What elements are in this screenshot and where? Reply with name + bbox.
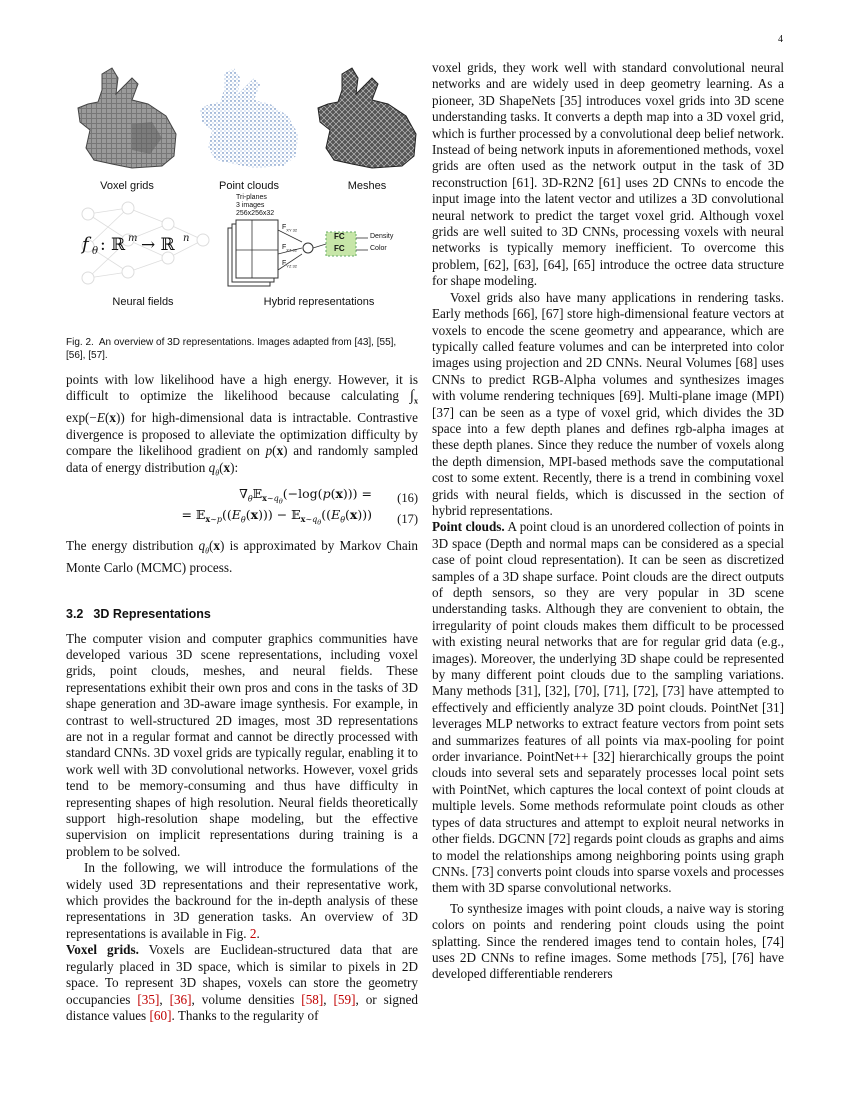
right-column xyxy=(432,60,784,983)
label-meshes: Meshes xyxy=(347,180,387,192)
fc2-label: FC xyxy=(334,244,345,253)
paragraph-voxel-grids: Voxel grids. Voxels are Euclidean-structured data that are regularly placed in 3D space, which is similar to pixels in 2D space. To represent 3D shapes, voxels can store the geometry occupancies [35], [36], volume densities [58], [59], or signed distance values [60]. Thanks to the regularity of xyxy=(66,942,419,1023)
ref-link[interactable]: [58] xyxy=(301,991,324,1007)
svg-text:→ ℝ: → ℝ xyxy=(141,235,175,255)
label-hybrid-representations: Hybrid representations xyxy=(263,296,375,308)
images-label: 3 images xyxy=(236,202,265,209)
triplanes-label: Tri-planes xyxy=(236,194,267,201)
figure-caption xyxy=(66,336,418,362)
figure-link[interactable]: 2 xyxy=(249,925,257,941)
fxz-label: $F_{XZ 32}$ xyxy=(282,244,297,253)
paragraph-voxel-rendering: Voxel grids also have many applications in rendering tasks. Early methods [66], [67] store high-dimensional feature vectors at voxels to encode the scene geometry and appearance, which are typically called feature volumes and can be interpreted into color images using projection and 2D CNNs. Neural Volumes [68] uses CNNs to predict RGB-Alpha volumes and synthesizes images with volume rendering techniques [69]. Multi-plane image (MPI) [37] can be seen as a type of voxel grid, which divides the 3D space into a few depth planes and defines rgb-alpha images at these depth planes. Since they reduce the number of voxels along the depth dimension, MPI-based methods save the computational cost to some extent. Recently, there is a trend in combining voxel grids with neural fields, which is discussed in the section of hybrid representations. xyxy=(432,289,784,518)
equation-17: = $𝔼_{x\sim p}((E_\theta(x)))$ − $𝔼_{x\sim q_\theta}((E_\theta(x)))$ (17) xyxy=(181,506,418,528)
hybrid-diagram xyxy=(214,194,424,294)
ref-link[interactable]: [60] xyxy=(149,1007,172,1023)
ref-link[interactable]: [36] xyxy=(169,991,192,1007)
page-number: 4 xyxy=(778,34,783,45)
voxel-bunny-image xyxy=(72,64,184,172)
section-heading: 3.2 3D Representations xyxy=(66,607,211,622)
svg-text:n: n xyxy=(183,233,190,244)
color-label: Color xyxy=(370,245,387,252)
figure-2 xyxy=(66,54,418,372)
svg-text:: ℝ: : ℝ xyxy=(100,235,126,255)
neural-field-diagram xyxy=(68,200,218,292)
size-label: 256x256x32 xyxy=(236,210,275,217)
label-point-clouds: Point clouds xyxy=(219,180,279,192)
left-column xyxy=(66,54,418,1024)
paragraph-mcmc: The energy distribution $q_\theta(x)$ is approximated by Markov Chain Monte Carlo (MCMC) process. xyxy=(66,537,418,575)
point-cloud-bunny-image xyxy=(194,64,306,172)
mesh-bunny-image xyxy=(312,64,424,172)
svg-text:f: f xyxy=(82,234,89,255)
ref-link[interactable]: [35] xyxy=(137,991,160,1007)
fc1-label: FC xyxy=(334,232,345,241)
paragraph-point-clouds: Point clouds. A point cloud is an unordered collection of points in 3D space (Depth and normal maps can be considered as a special case of point cloud representation). It can be seen as discretized samples of a 3D shape surface. Point clouds are the direct outputs of depth sensors, so they are very popular in 3D scene understanding tasks. Although they are convenient to obtain, the irregularity of point clouds makes them difficult to be processed with existing neural networks that are for regular grid data (e.g., images). Moreover, the underlying 3D shape could be represented by many different point clouds due to the sampling variations. Many methods [31], [32], [70], [71], [72], [73] have attempted to effectively and efficiently analyze 3D point clouds. PointNet [31] leverages MLP networks to extract feature vectors from point sets and summarizes features of all points via max-pooling for point order invariance. PointNet++ [32] hierarchically groups the point clouds into several sets and separately processes local point sets with PointNet, which captures the local context of point clouds at multiple levels. Some methods reformulate point clouds as other types of data structures and attempt to exploit neural networks in other fields. DGCNN [72] regards point clouds as graphs and aims to model the relationships among neighboring points using graph CNNs. [73] converts point clouds into sparse voxels and processes them with 3D sparse convolutional networks. xyxy=(432,519,784,896)
fxy-label: $F_{XY 32}$ xyxy=(282,224,298,233)
svg-text:m: m xyxy=(128,233,138,244)
label-neural-fields: Neural fields xyxy=(112,296,174,308)
paragraph-energy: points with low likelihood have a high energy. However, it is difficult to optimize the likelihood because calculating $\int_x$ exp(−E(x)) for high-dimensional data is intractable. Contrastive divergence is proposed to alleviate the optimization difficulty by compare the likelihood gradient on p(x) and randomly sampled data of energy distribution $q_\theta(x)$: xyxy=(66,372,419,478)
label-voxel-grids: Voxel grids xyxy=(100,180,154,192)
paragraph-voxel-cont: voxel grids, they work well with standard convolutional neural networks and are widely used in deep geometry learning. As a pioneer, 3D ShapeNets [35] introduces voxel grids into 3D scene understanding tasks. It converts a depth map into a 3D voxel grid, which is further processed by a convolutional deep belief network. Instead of being network inputs in aforementioned methods, voxel grids are often used as the network output in the task of 3D reconstruction [61]. 3D-R2N2 [61] uses 2D CNNs to encode the input image into the latent vector and utilizes a 3D convolutional neural network to predict the target voxel grid. Although voxel grids are well suited to 3D CNNs, processing voxels with neural networks is typically memory inefficient. To overcome this problem, [62], [63], [64], [65] introduce the octree data structure for shape modeling. xyxy=(432,60,784,289)
paragraph-point-rendering: To synthesize images with point clouds, a naive way is storing colors on points and rendering point clouds using the point splatting. Since the rendered images tend to contain holes, [74] uses 2D CNNs to refine images. Some methods [75], [76] have developed differentiable renderers xyxy=(432,900,784,982)
density-label: Density xyxy=(370,233,394,240)
caption-prefix: Fig. 2. xyxy=(66,337,94,348)
fyz-label: $F_{YZ 32}$ xyxy=(282,260,297,269)
svg-text:θ: θ xyxy=(92,246,99,257)
caption-text: An overview of 3D representations. Images adapted from [43], [55], [56], [57]. xyxy=(66,337,397,361)
equation-16: $\nabla_\theta 𝔼_{x\sim q_\theta}(-\log(p(x)))$ = (16) xyxy=(239,485,418,507)
ref-link[interactable]: [59] xyxy=(333,991,356,1007)
paragraph-following: In the following, we will introduce the formulations of the widely used 3D representations and their representative work, which provides the backround for the in-depth analysis of these representations in 3D generation tasks. An overview of 3D representations is available in Fig. 2. xyxy=(66,860,418,941)
paragraph-representations: The computer vision and computer graphics communities have developed various 3D scene representations, including voxel grids, point clouds, meshes, and neural fields. These representations exhibit their own pros and cons in the tasks of 3D shape generation and 3D-aware image synthesis. For example, in contrast to well-structured 2D images, most 3D representations are not in a regular format and cannot be directly processed with standard CNNs. 3D voxel grids are typically regular, enabling it to work well with 3D convolutional networks. However, voxel grids tend to be memory-consuming and thus have difficulty in representing shapes of high resolution. Neural fields theoretically support high-resolution shape modeling, but the effective supervision on implicit representations during training is a problem to be solved. xyxy=(66,630,418,859)
